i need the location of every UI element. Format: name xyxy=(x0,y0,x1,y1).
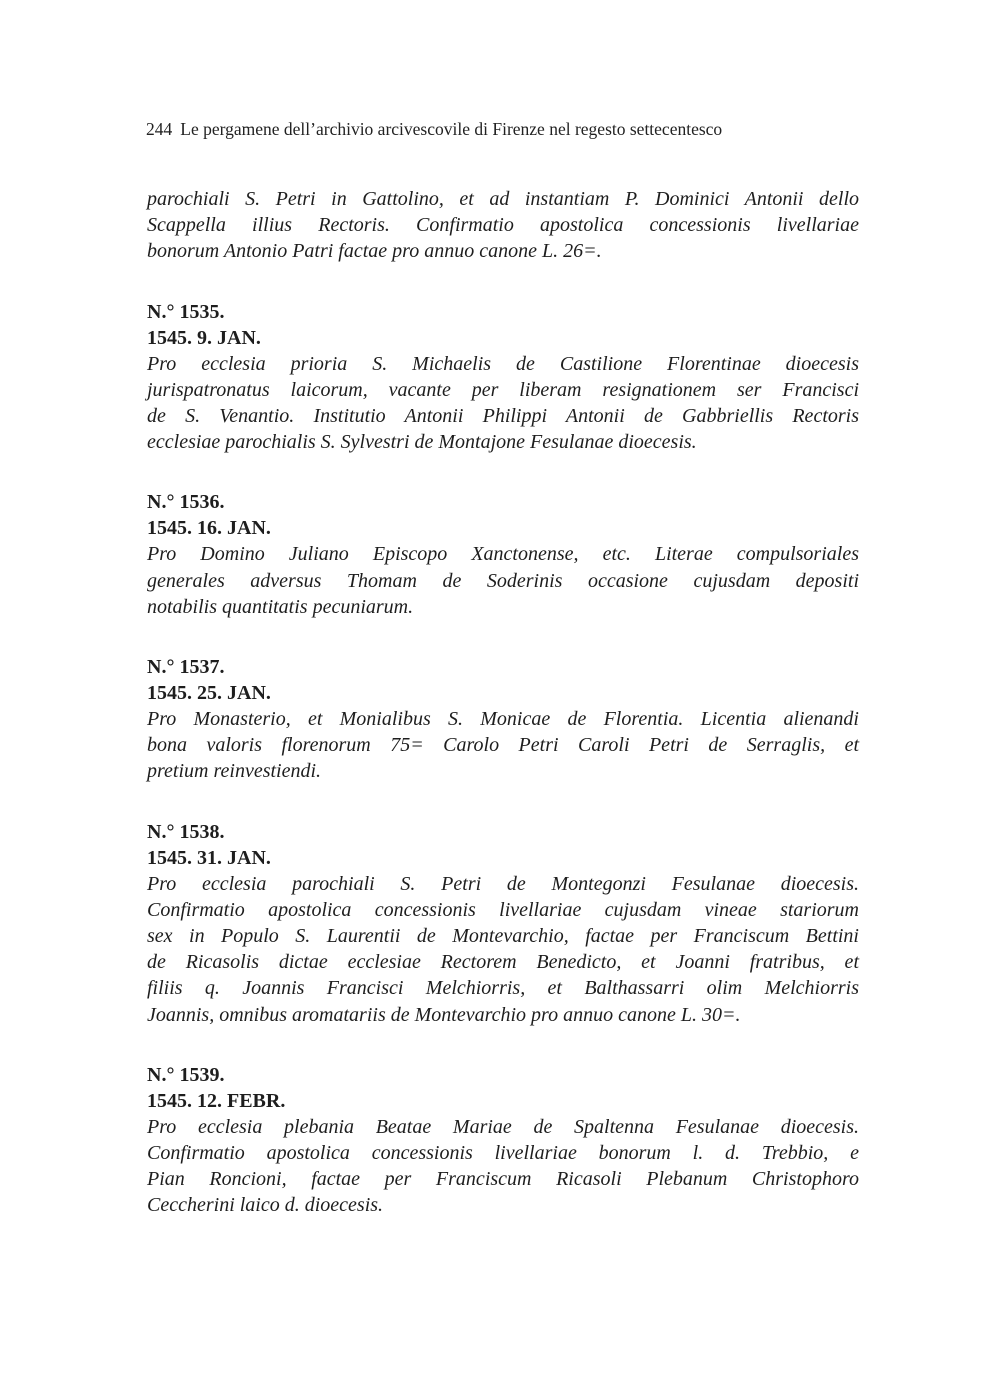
entry-number: N.° 1535. xyxy=(147,300,225,323)
page-body xyxy=(147,186,859,1219)
entry-number: N.° 1536. xyxy=(147,491,225,514)
running-header xyxy=(146,118,846,140)
entry-date: 1545. 12. FEBR. xyxy=(147,1089,286,1112)
text-line: Confirmatio apostolica concessionis livellariae cujusdam vineae stariorum xyxy=(147,898,859,921)
text-line: Ceccherini laico d. dioecesis. xyxy=(147,1194,384,1217)
entry-summary xyxy=(147,706,859,785)
text-line: Pro Monasterio, et Monialibus S. Monicae de Florentia. Licentia alienandi xyxy=(147,708,859,731)
text-line: de Ricasolis dictae ecclesiae Rectorem Benedicto, et Joanni fratribus, et xyxy=(147,951,859,974)
text-line: jurispatronatus laicorum, vacante per liberam resignationem ser Francisci xyxy=(147,378,859,401)
entry-summary xyxy=(147,871,859,1028)
entry-1537 xyxy=(147,654,859,785)
entry-1536 xyxy=(147,489,859,620)
entry-date: 1545. 9. JAN. xyxy=(147,326,261,349)
page-number: 244 xyxy=(146,119,173,139)
entry-summary xyxy=(147,541,859,620)
entry-1539 xyxy=(147,1062,859,1219)
text-line: parochiali S. Petri in Gattolino, et ad instantiam P. Dominici Antonii dello xyxy=(147,188,859,210)
entry-number: N.° 1539. xyxy=(147,1063,225,1086)
text-line: filiis q. Joannis Francisci Melchiorris, et Balthassarri olim Melchiorris xyxy=(147,977,859,1000)
running-title: Le pergamene dell’archivio arcivescovile di Firenze nel regesto settecentesco xyxy=(180,119,723,139)
entry-date: 1545. 31. JAN. xyxy=(147,846,271,869)
text-line: Pian Roncioni, factae per Franciscum Ricasoli Plebanum Christophoro xyxy=(147,1168,859,1191)
text-line: pretium reinvestiendi. xyxy=(147,760,322,783)
text-line: bonorum Antonio Patri factae pro annuo canone L. 26=. xyxy=(147,240,602,263)
continuation-paragraph xyxy=(147,186,859,265)
entry-date: 1545. 25. JAN. xyxy=(147,682,271,705)
entry-number: N.° 1538. xyxy=(147,820,225,843)
entry-date: 1545. 16. JAN. xyxy=(147,517,271,540)
text-line: Joannis, omnibus aromatariis de Montevarchio pro annuo canone L. 30=. xyxy=(147,1003,741,1026)
text-line: notabilis quantitatis pecuniarum. xyxy=(147,595,414,618)
text-line: ecclesiae parochialis S. Sylvestri de Montajone Fesulanae dioecesis. xyxy=(147,431,697,454)
text-line: Confirmatio apostolica concessionis livellariae bonorum l. d. Trebbio, e xyxy=(147,1142,859,1165)
text-line: Pro ecclesia parochiali S. Petri de Montegonzi Fesulanae dioecesis. xyxy=(147,872,859,895)
text-line: Pro ecclesia plebania Beatae Mariae de Spaltenna Fesulanae dioecesis. xyxy=(147,1115,859,1138)
entry-summary xyxy=(147,1114,859,1219)
text-line: generales adversus Thomam de Soderinis occasione cujusdam depositi xyxy=(147,569,859,592)
text-line: Pro ecclesia prioria S. Michaelis de Castilione Florentinae dioecesis xyxy=(147,352,859,375)
text-line: Pro Domino Juliano Episcopo Xanctonense, etc. Literae compulsoriales xyxy=(147,543,859,566)
text-line: de S. Venantio. Institutio Antonii Philippi Antonii de Gabbriellis Rectoris xyxy=(147,405,859,428)
text-line: Scappella illius Rectoris. Confirmatio apostolica concessionis livellariae xyxy=(147,214,859,237)
text-line: sex in Populo S. Laurentii de Montevarchio, factae per Franciscum Bettini xyxy=(147,925,859,948)
entry-1535 xyxy=(147,299,859,456)
entry-number: N.° 1537. xyxy=(147,656,225,679)
entry-1538 xyxy=(147,819,859,1028)
text-line: bona valoris florenorum 75= Carolo Petri Caroli Petri de Serraglis, et xyxy=(147,734,859,757)
entry-summary xyxy=(147,351,859,456)
